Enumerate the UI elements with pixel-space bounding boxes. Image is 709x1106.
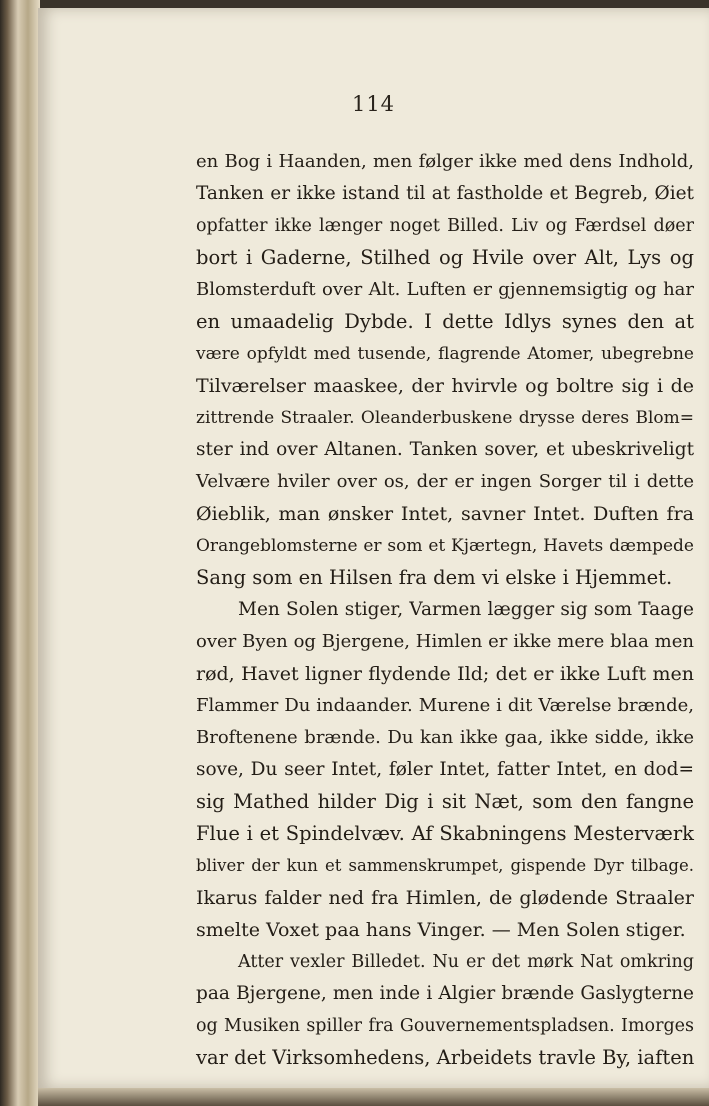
text-line: en Bog i Haanden, men følger ikke med dens Indhold, [196, 151, 694, 172]
body-text [196, 146, 694, 1074]
paragraph-end-line: smelte Voxet paa hans Vinger. — Men Solen stiger. [196, 919, 686, 941]
text-line: Broftenene brænde. Du kan ikke gaa, ikke sidde, ikke [196, 727, 694, 748]
text-line: bliver der kun et sammenskrumpet, gispende Dyr tilbage. [196, 856, 694, 875]
text-line: ster ind over Altanen. Tanken sover, et ubeskriveligt [196, 439, 694, 460]
text-line: sig Mathed hilder Dig i sit Næt, som den fangne [196, 790, 694, 813]
book-spine-edge [0, 0, 40, 1106]
text-line: være opfyldt med tusende, flagrende Atomer, ubegrebne [196, 344, 694, 364]
book-page [38, 8, 709, 1088]
text-line: Flue i et Spindelvæv. Af Skabningens Mesterværk [196, 822, 694, 845]
paragraph-start-line: Men Solen stiger, Varmen lægger sig som Taage [238, 599, 694, 620]
text-line: bort i Gaderne, Stilhed og Hvile over Alt, Lys og [196, 246, 694, 269]
text-line: var det Virksomhedens, Arbeidets travle By, iaften [196, 1046, 695, 1069]
text-line: og Musiken spiller fra Gouvernementspladsen. Imorges [196, 1016, 694, 1036]
text-line: over Byen og Bjergene, Himlen er ikke mere blaa men [196, 631, 694, 652]
text-line: Tilværelser maaskee, der hvirvle og boltre sig i de [196, 375, 694, 397]
paragraph-end-line: Sang som en Hilsen fra dem vi elske i Hjemmet. [196, 566, 673, 589]
text-line: zittrende Straaler. Oleanderbuskene drysse deres Blom= [196, 408, 694, 428]
text-line: Ikarus falder ned fra Himlen, de glødende Straaler [196, 887, 694, 909]
text-line: rød, Havet ligner flydende Ild; det er ikke Luft men [196, 663, 694, 685]
text-line: Flammer Du indaander. Murene i dit Værelse brænde, [196, 695, 694, 716]
text-line: Orangeblomsterne er som et Kjærtegn, Havets dæmpede [196, 536, 694, 556]
text-line: paa Bjergene, men inde i Algier brænde Gaslygterne [196, 983, 694, 1004]
text-line: Blomsterduft over Alt. Luften er gjennemsigtig og har [196, 279, 694, 300]
text-line: opfatter ikke længer noget Billed. Liv og Færdsel døer [196, 216, 694, 236]
text-line: Tanken er ikke istand til at fastholde et Begreb, Øiet [196, 183, 694, 204]
text-line: Øieblik, man ønsker Intet, savner Intet. Duften fra [196, 503, 694, 525]
page-bottom-edge [38, 1088, 709, 1106]
text-line: Velvære hviler over os, der er ingen Sorger til i dette [196, 471, 694, 492]
text-line: sove, Du seer Intet, føler Intet, fatter Intet, en dod= [196, 759, 694, 780]
paragraph-start-line: Atter vexler Billedet. Nu er det mørk Nat omkring [238, 952, 694, 972]
text-line: en umaadelig Dybde. I dette Idlys synes den at [196, 310, 694, 333]
page-number: 114 [351, 92, 396, 116]
